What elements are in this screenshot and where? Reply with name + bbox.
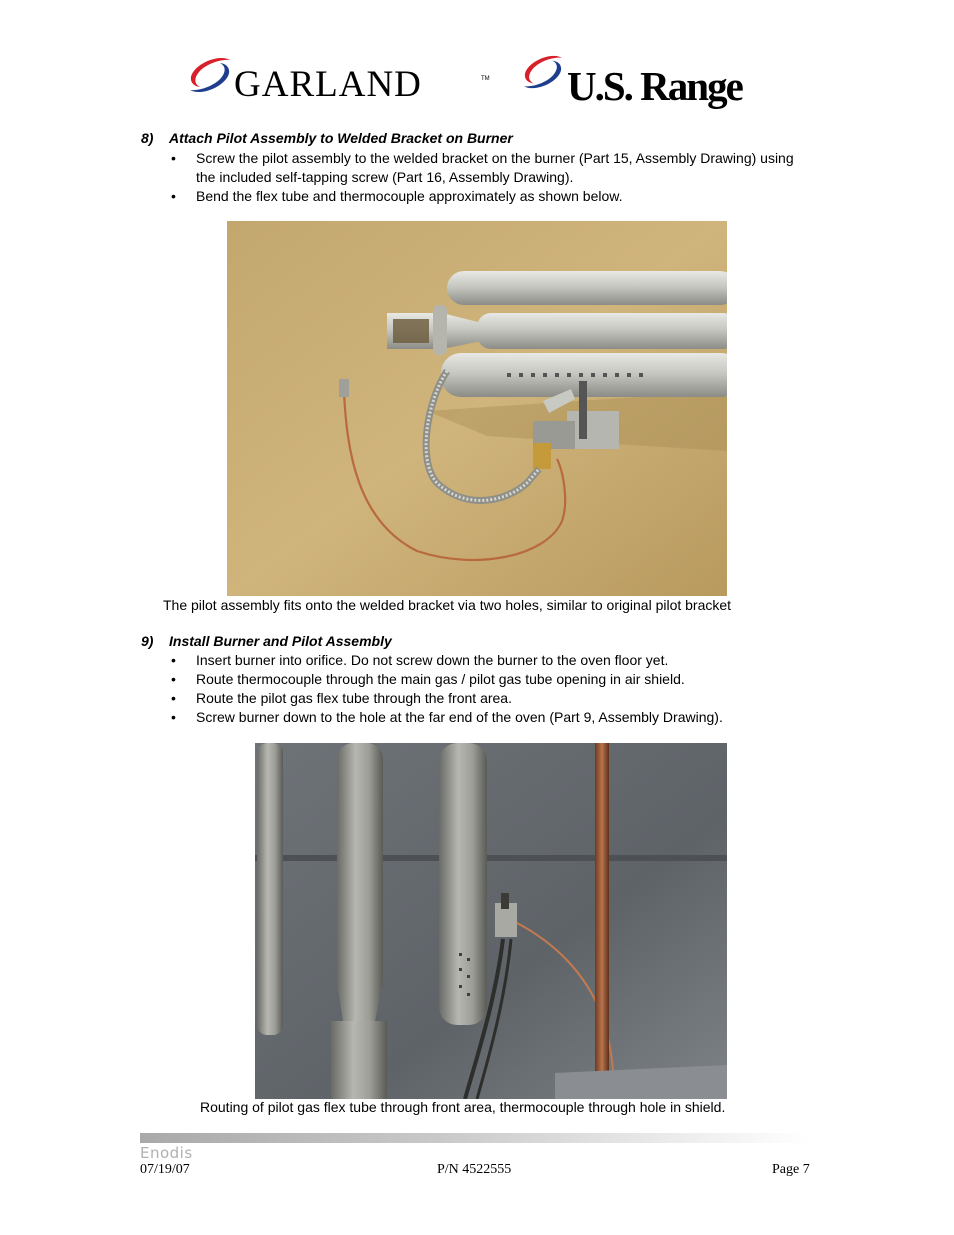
usrange-swoosh-icon xyxy=(520,54,566,90)
garland-swoosh-icon xyxy=(186,56,234,94)
footer-divider-bar xyxy=(140,1133,810,1143)
step-8-heading xyxy=(141,130,513,147)
step-8-number: 8) xyxy=(141,130,154,146)
bullet-icon: • xyxy=(171,652,176,668)
step-8-title: Attach Pilot Assembly to Welded Bracket on Burner xyxy=(169,130,513,146)
step-9-title: Install Burner and Pilot Assembly xyxy=(169,633,392,649)
bullet-icon: • xyxy=(171,671,176,687)
footer-date: 07/19/07 xyxy=(140,1162,190,1177)
list-item: • Route the pilot gas flex tube through the front area. xyxy=(171,690,512,706)
bullet-icon: • xyxy=(171,690,176,706)
step-9-photo-caption: Routing of pilot gas flex tube through front area, thermocouple through hole in shield. xyxy=(200,1099,726,1115)
enodis-logo-text: Enodis xyxy=(140,1144,193,1162)
footer-page-number: Page 7 xyxy=(772,1162,810,1177)
bullet-icon: • xyxy=(171,188,176,204)
burner-routing-photo xyxy=(255,743,727,1099)
step-8-photo-caption: The pilot assembly fits onto the welded bracket via two holes, similar to original pilot bracket xyxy=(163,597,732,613)
footer-part-number: P/N 4522555 xyxy=(437,1162,512,1177)
step-9-number: 9) xyxy=(141,633,154,649)
step-9-bullet-list xyxy=(170,651,810,727)
step-9-heading xyxy=(141,633,392,650)
bullet-icon: • xyxy=(171,709,176,725)
list-item: • Screw the pilot assembly to the welded bracket on the burner (Part 15, Assembly Drawing) using the included self-tapping screw (Part 16, Assembly Drawing). xyxy=(171,150,794,185)
list-item: • Route thermocouple through the main gas / pilot gas tube opening in air shield. xyxy=(171,671,685,687)
pilot-assembly-photo xyxy=(227,221,727,596)
garland-logo-text: GARLAND xyxy=(234,64,422,105)
bullet-icon: • xyxy=(171,150,176,166)
usrange-logo-text: U.S. Range xyxy=(567,63,742,109)
list-item: • Screw burner down to the hole at the far end of the oven (Part 9, Assembly Drawing). xyxy=(171,709,723,725)
trademark-mark: TM xyxy=(481,76,490,82)
list-item: • Bend the flex tube and thermocouple approximately as shown below. xyxy=(171,188,623,204)
list-item: • Insert burner into orifice. Do not screw down the burner to the oven floor yet. xyxy=(171,652,669,668)
step-8-bullet-list xyxy=(170,149,810,206)
